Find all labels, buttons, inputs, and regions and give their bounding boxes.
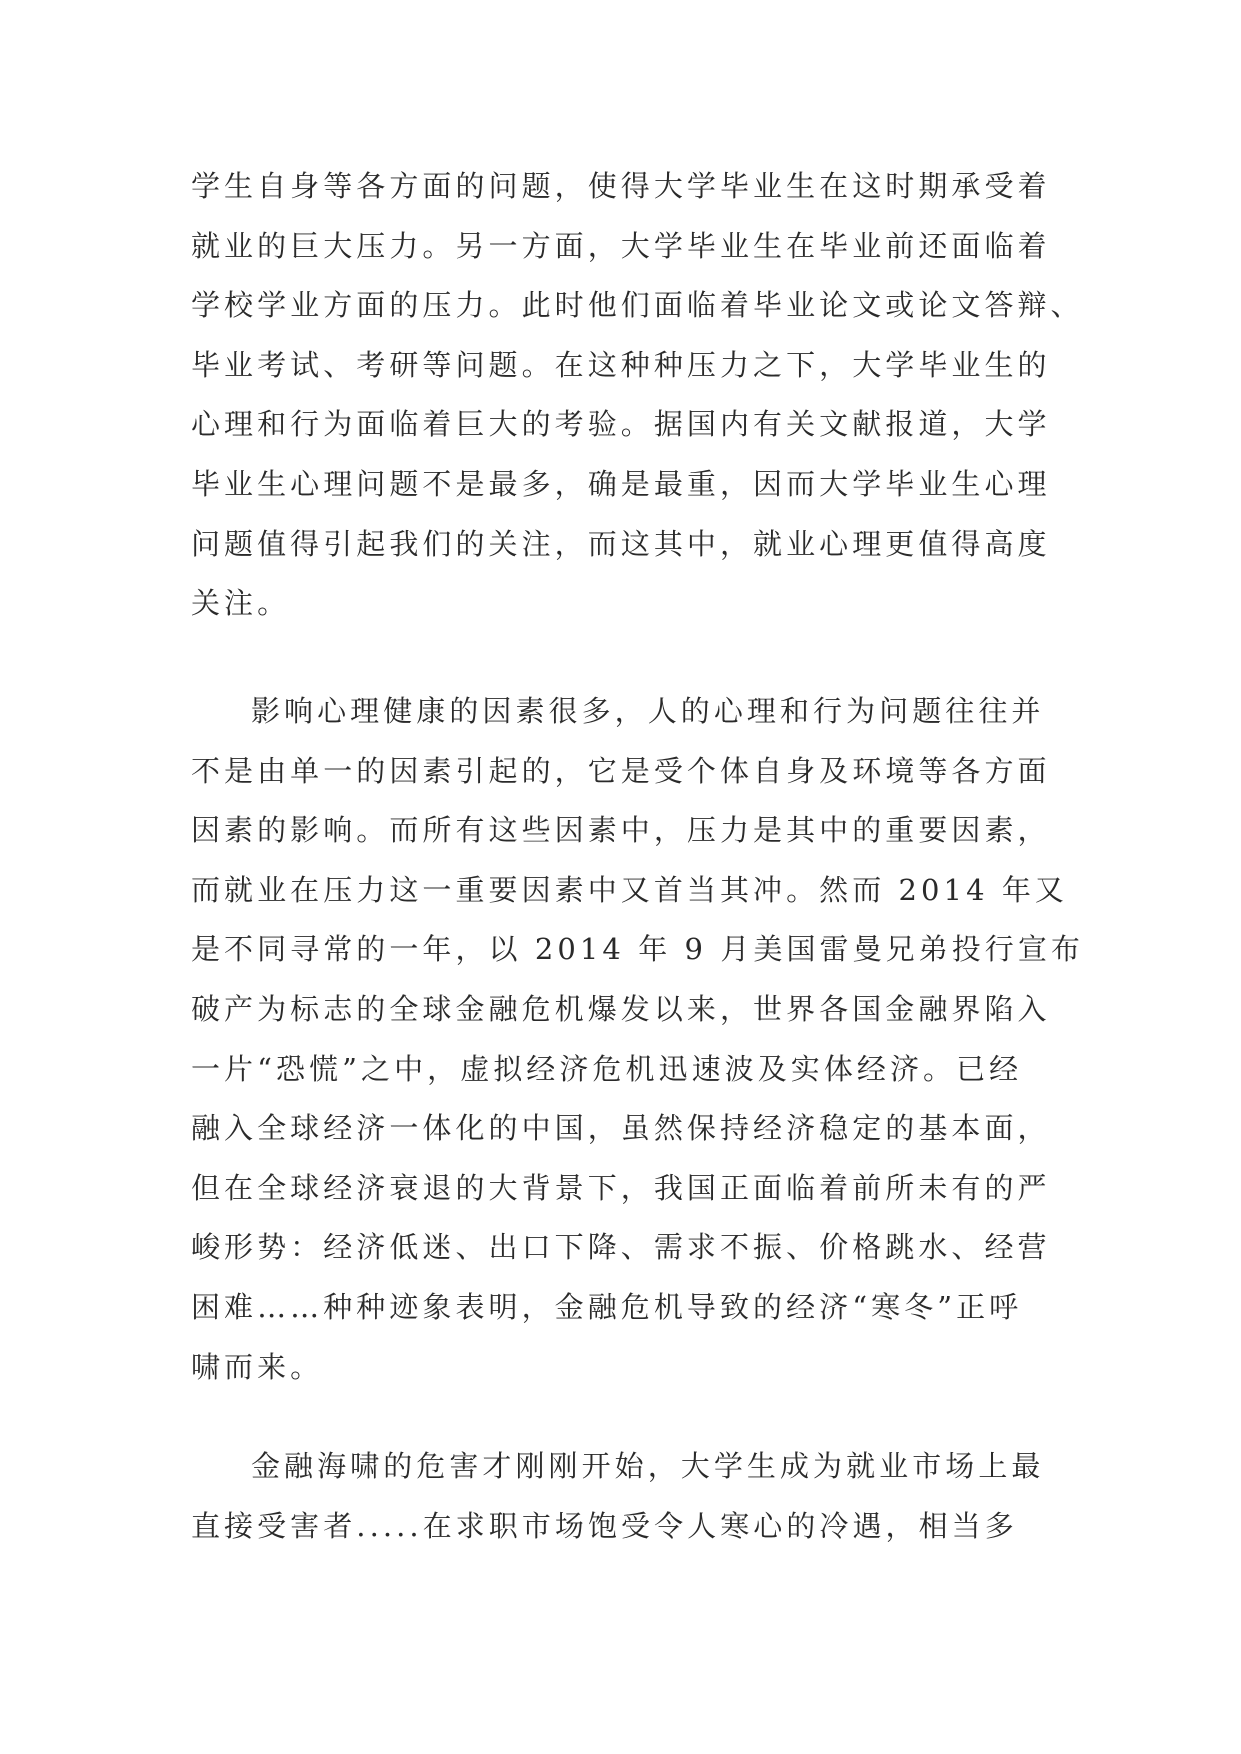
paragraph-line: 融入全球经济一体化的中国，虽然保持经济稳定的基本面，	[191, 1111, 1051, 1146]
paragraph-line: 但在全球经济衰退的大背景下，我国正面临着前所未有的严	[191, 1170, 1051, 1205]
paragraph-line: 学校学业方面的压力。此时他们面临着毕业论文或论文答辩、	[191, 288, 1084, 323]
paragraph-line: 破产为标志的全球金融危机爆发以来，世界各国金融界陷入	[191, 991, 1051, 1026]
paragraph-3	[191, 1437, 1091, 1556]
paragraph-line: 直接受害者.....在求职市场饱受令人寒心的冷遇，相当多	[191, 1508, 1018, 1543]
paragraph-line: 峻形势：经济低迷、出口下降、需求不振、价格跳水、经营	[191, 1230, 1051, 1265]
paragraph-line: 不是由单一的因素引起的，它是受个体自身及环境等各方面	[191, 753, 1051, 788]
paragraph-line: 困难……种种迹象表明，金融危机导致的经济“寒冬”正呼	[191, 1289, 1023, 1324]
paragraph-line: 关注。	[191, 586, 291, 621]
paragraph-line: 学生自身等各方面的问题，使得大学毕业生在这时期承受着	[191, 169, 1051, 203]
paragraph-line: 就业的巨大压力。另一方面，大学毕业生在毕业前还面临着	[191, 228, 1051, 263]
paragraph-2	[191, 682, 1091, 1397]
paragraph-line: 啸而来。	[191, 1349, 324, 1384]
paragraph-line: 而就业在压力这一重要因素中又首当其冲。然而 2014 年又	[191, 872, 1068, 907]
paragraph-1	[191, 157, 1091, 634]
paragraph-line: 一片“恐慌”之中，虚拟经济危机迅速波及实体经济。已经	[191, 1051, 1023, 1086]
paragraph-line: 因素的影响。而所有这些因素中，压力是其中的重要因素，	[191, 813, 1051, 848]
paragraph-line: 金融海啸的危害才刚刚开始，大学生成为就业市场上最	[251, 1449, 1045, 1483]
paragraph-line: 毕业考试、考研等问题。在这种种压力之下，大学毕业生的	[191, 347, 1051, 382]
paragraph-line: 是不同寻常的一年，以 2014 年 9 月美国雷曼兄弟投行宣布	[191, 932, 1084, 967]
paragraph-line: 毕业生心理问题不是最多，确是最重，因而大学毕业生心理	[191, 466, 1051, 501]
paragraph-line: 心理和行为面临着巨大的考验。据国内有关文献报道，大学	[191, 407, 1051, 442]
paragraph-line: 影响心理健康的因素很多，人的心理和行为问题往往并	[251, 694, 1045, 728]
paragraph-line: 问题值得引起我们的关注，而这其中，就业心理更值得高度	[191, 526, 1051, 561]
